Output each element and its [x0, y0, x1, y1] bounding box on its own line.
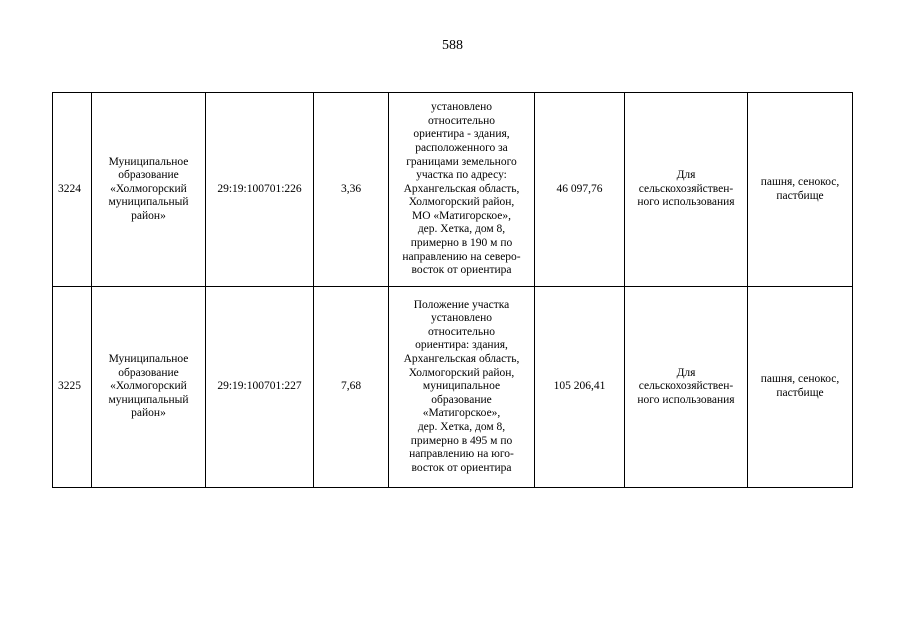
land-category-cell: Для сельскохозяйствен- ного использования — [625, 93, 748, 287]
row-number-cell: 3224 — [53, 93, 92, 287]
cadastral-number-cell: 29:19:100701:226 — [206, 93, 314, 287]
land-use-cell: пашня, сенокос, пастбище — [748, 93, 853, 287]
location-cell: установлено относительно ориентира - здания, расположенного за границами земельного участка по адресу: Архангельская область, Холмогорский район, МО «Матигорское», дер. Хетка, дом 8, примерно в 190 м по направлению на северо- восток от ориентира — [389, 93, 535, 287]
owner-cell: Муниципальное образование «Холмогорский муниципальный район» — [92, 93, 206, 287]
land-plots-table — [52, 92, 853, 488]
area-cell: 3,36 — [314, 93, 389, 287]
cadastral-value-cell: 105 206,41 — [535, 287, 625, 488]
table-row — [53, 93, 853, 287]
table-row — [53, 287, 853, 488]
land-category-cell: Для сельскохозяйствен- ного использования — [625, 287, 748, 488]
page-number: 588 — [442, 38, 463, 53]
location-cell: Положение участка установлено относительно ориентира: здания, Архангельская область, Холмогорский район, муниципальное образование «Матигорское», дер. Хетка, дом 8, примерно в 495 м по направлению на юго- восток от ориентира — [389, 287, 535, 488]
cadastral-number-cell: 29:19:100701:227 — [206, 287, 314, 488]
land-use-cell: пашня, сенокос, пастбище — [748, 287, 853, 488]
area-cell: 7,68 — [314, 287, 389, 488]
row-number-cell: 3225 — [53, 287, 92, 488]
owner-cell: Муниципальное образование «Холмогорский муниципальный район» — [92, 287, 206, 488]
cadastral-value-cell: 46 097,76 — [535, 93, 625, 287]
